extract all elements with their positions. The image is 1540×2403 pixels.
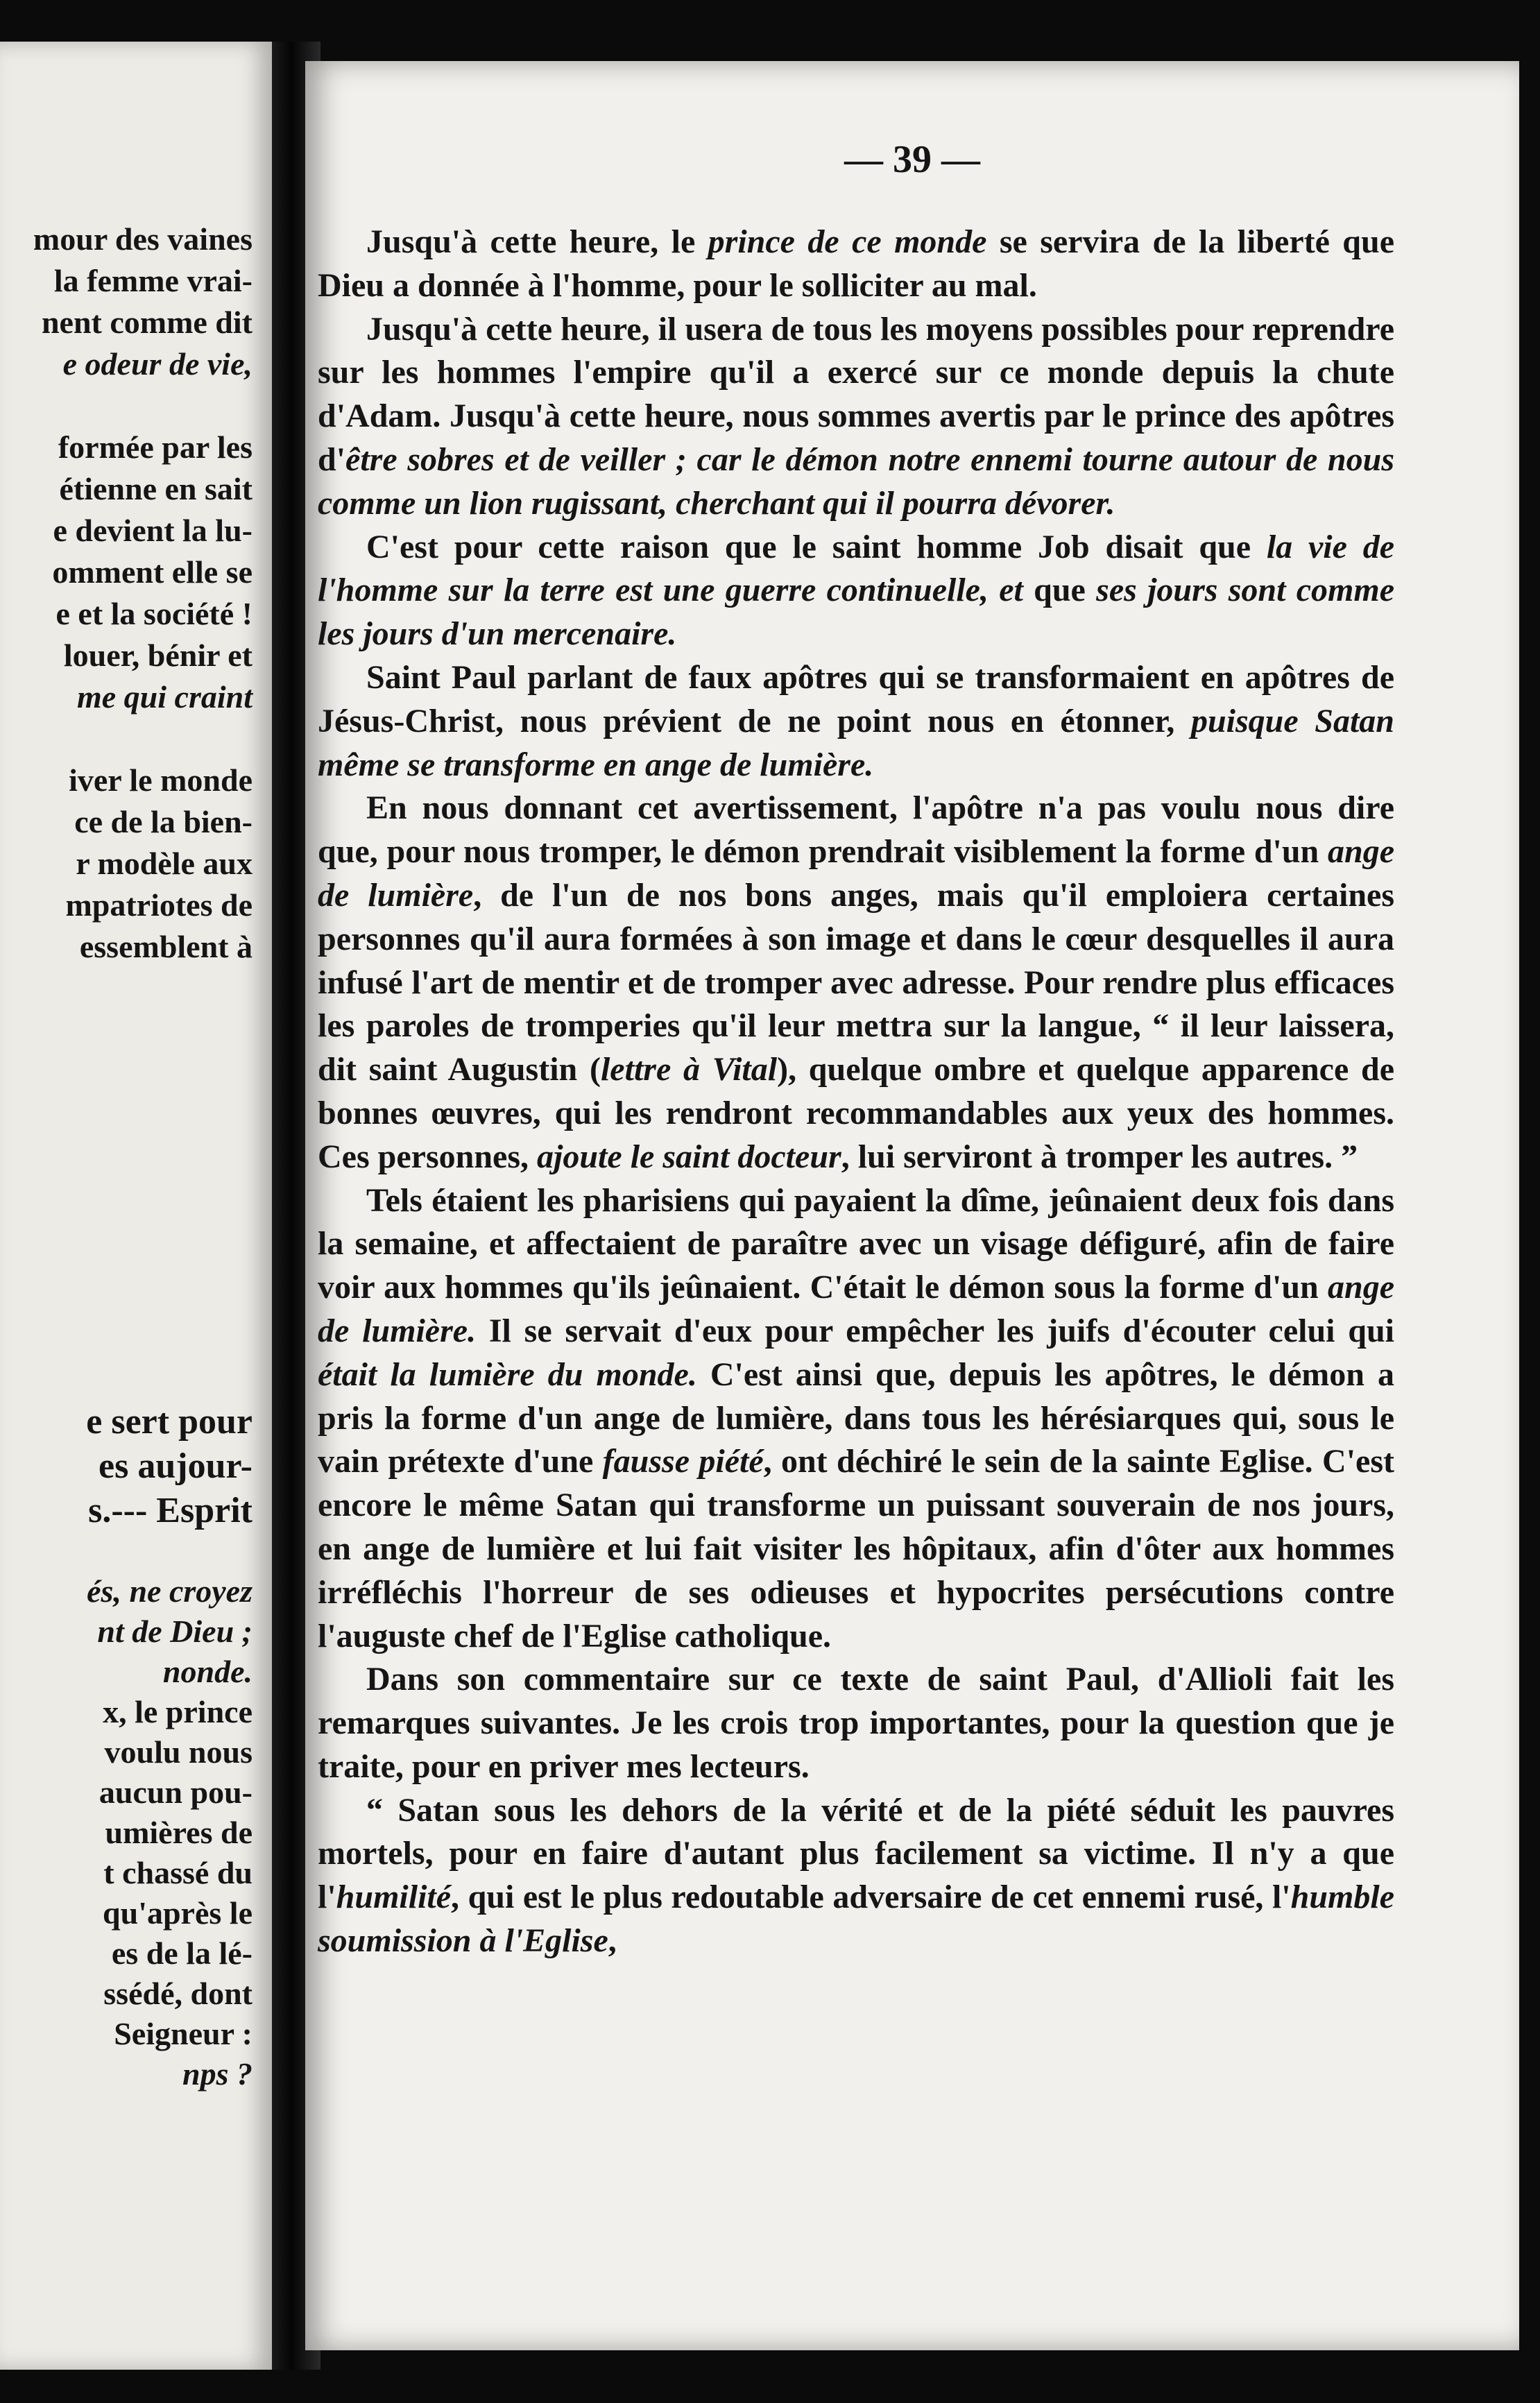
italic-text-run: lettre à Vital [600, 1051, 778, 1088]
italic-text-run: fausse piété [602, 1443, 764, 1480]
main-page [305, 61, 1519, 2350]
left-page-line: iver le monde [69, 762, 253, 798]
left-facing-page [0, 42, 272, 2370]
page-number: — 39 — [844, 138, 980, 181]
left-page-line: e et la société ! [55, 596, 253, 631]
italic-text-run: être sobres et de veiller ; car le démon notre ennemi tourne autour de nous comme un lion rugissant, cherchant qui il pourra dévorer. [318, 441, 1394, 522]
left-page-line: és, ne croyez [87, 1573, 253, 1609]
text-run: C'est pour cette raison que le saint homme Job disait que [366, 528, 1267, 565]
body-text [318, 221, 1394, 1963]
italic-text-run: ange de lumière [318, 833, 1394, 914]
left-page-line: ssédé, dont [103, 1976, 253, 2011]
left-page-line: Seigneur : [114, 2016, 253, 2051]
left-page-line: me qui craint [76, 679, 253, 715]
paragraph [318, 526, 1394, 656]
text-run: C'est ainsi que, depuis les apôtres, le démon a pris la forme d'un ange de lumière, dans tous les hérésiarques qui, sous le vain prétexte d'une [318, 1356, 1395, 1480]
left-page-line: e devient la lu- [53, 513, 253, 548]
left-page-line: la femme vrai- [53, 263, 253, 298]
left-page-line: étienne en sait [59, 471, 253, 506]
text-run: Il se servait d'eux pour empêcher les juifs d'écouter celui qui [476, 1312, 1395, 1349]
text-run: Tels étaient les pharisiens qui payaient la dîme, jeûnaient deux fois dans la semaine, et affectaient de paraître avec un visage défiguré, afin de faire voir aux hommes qu'ils jeûnaient. C'était le démon sous la forme d'un [318, 1181, 1394, 1306]
left-page-line: formée par les [58, 429, 253, 465]
text-run: , ont déchiré le sein de la sainte Eglise. C'est encore le même Satan qui transforme un puissant souverain de nos jours, en ange de lumière et lui fait visiter les hôpitaux, afin d'ôter aux hommes irréfléchis l'horreur de ses odieuses et hypocrites persécutions contre l'auguste chef de l'Eglise catholique. [318, 1443, 1394, 1654]
text-run: , lui serviront à tromper les autres. ” [841, 1138, 1358, 1175]
left-page-line: e sert pour [86, 1402, 253, 1442]
paragraph [318, 221, 1394, 308]
text-run: Saint Paul parlant de faux apôtres qui se transformaient en apôtres de Jésus-Christ, nous prévient de ne point nous en étonner, [318, 658, 1394, 739]
italic-text-run: ses jours sont comme les jours d'un mercenaire. [318, 572, 1395, 653]
left-page-line: louer, bénir et [63, 638, 253, 673]
italic-text-run: puisque Satan même se transforme en ange de lumière. [318, 702, 1394, 783]
paragraph [318, 1658, 1394, 1788]
paragraph [318, 656, 1394, 787]
left-page-line: voulu nous [104, 1734, 253, 1770]
left-page-line: mour des vaines [33, 221, 253, 257]
italic-text-run: ajoute le saint docteur [537, 1138, 841, 1175]
left-page-line: aucun pou- [99, 1775, 253, 1810]
left-page-line: nt de Dieu ; [97, 1614, 253, 1649]
italic-text-run: ange de lumière. [318, 1269, 1394, 1349]
paragraph [318, 1789, 1394, 1963]
paragraph [318, 787, 1394, 1179]
text-run: ), quelque ombre et quelque apparence de bonnes œuvres, qui les rendront recommandables aux yeux des hommes. Ces personnes, [318, 1051, 1395, 1175]
left-page-line: qu'après le [103, 1895, 253, 1931]
italic-text-run: était la lumière du monde. [318, 1356, 697, 1393]
left-page-line: nps ? [182, 2056, 253, 2092]
text-run: , de l'un de nos bons anges, mais qu'il emploiera certaines personnes qu'il aura formées à son image et dans le cœur desquelles il aura infusé l'art de mentir et de tromper avec adresse. Pour rendre plus efficaces les paroles de tromperies qu'il leur mettra sur la langue, “ il leur laissera, dit saint Augustin ( [318, 876, 1395, 1088]
italic-text-run: humble soumission à l'Eglise [318, 1879, 1394, 1960]
left-page-line: nonde. [162, 1654, 253, 1689]
left-page-line: mpatriotes de [65, 887, 253, 923]
text-run: , qui est le plus redoutable adversaire de cet ennemi rusé, l' [451, 1879, 1291, 1916]
left-page-line: es de la lé- [111, 1935, 253, 1971]
italic-text-run: humilité [336, 1879, 452, 1916]
left-page-line: s.--- Esprit [88, 1491, 253, 1530]
paragraph [318, 308, 1394, 526]
text-run: , [608, 1922, 617, 1960]
left-page-line: essemblent à [79, 929, 253, 964]
left-page-line: omment elle se [52, 554, 253, 590]
text-run: “ Satan sous les dehors de la vérité et de la piété séduit les pauvres mortels, pour en faire d'autant plus facilement sa victime. Il n'y a que l' [318, 1791, 1394, 1916]
left-page-line: nent comme dit [41, 305, 253, 340]
left-page-line: ce de la bien- [74, 804, 253, 839]
left-page-line: umières de [105, 1815, 253, 1850]
left-page-line: t chassé du [103, 1855, 253, 1890]
left-page-line: es aujour- [99, 1446, 253, 1486]
text-run: Jusqu'à cette heure, le [366, 223, 708, 260]
left-page-line: e odeur de vie, [62, 346, 253, 382]
left-page-line: r modèle aux [76, 846, 253, 881]
italic-text-run: prince de ce monde [708, 223, 987, 260]
text-run: que [1023, 572, 1097, 609]
text-run: se servira de la liberté que Dieu a donnée à l'homme, pour le solliciter au mal. [318, 223, 1395, 304]
left-page-line: x, le prince [103, 1694, 253, 1729]
paragraph [318, 1179, 1394, 1659]
text-run: Jusqu'à cette heure, il usera de tous les moyens possibles pour reprendre sur les hommes l'empire qu'il a exercé sur ce monde depuis la chute d'Adam. Jusqu'à cette heure, nous sommes avertis par le prince des apôtres d' [318, 310, 1394, 478]
text-run: Dans son commentaire sur ce texte de saint Paul, d'Allioli fait les remarques suivantes. Je les crois trop importantes, pour la question que je traite, pour en priver mes lecteurs. [318, 1661, 1394, 1785]
italic-text-run: la vie de l'homme sur la terre est une guerre continuelle, et [318, 528, 1394, 609]
text-run: En nous donnant cet avertissement, l'apôtre n'a pas voulu nous dire que, pour nous tromper, le démon prendrait visiblement la forme d'un [318, 789, 1394, 871]
